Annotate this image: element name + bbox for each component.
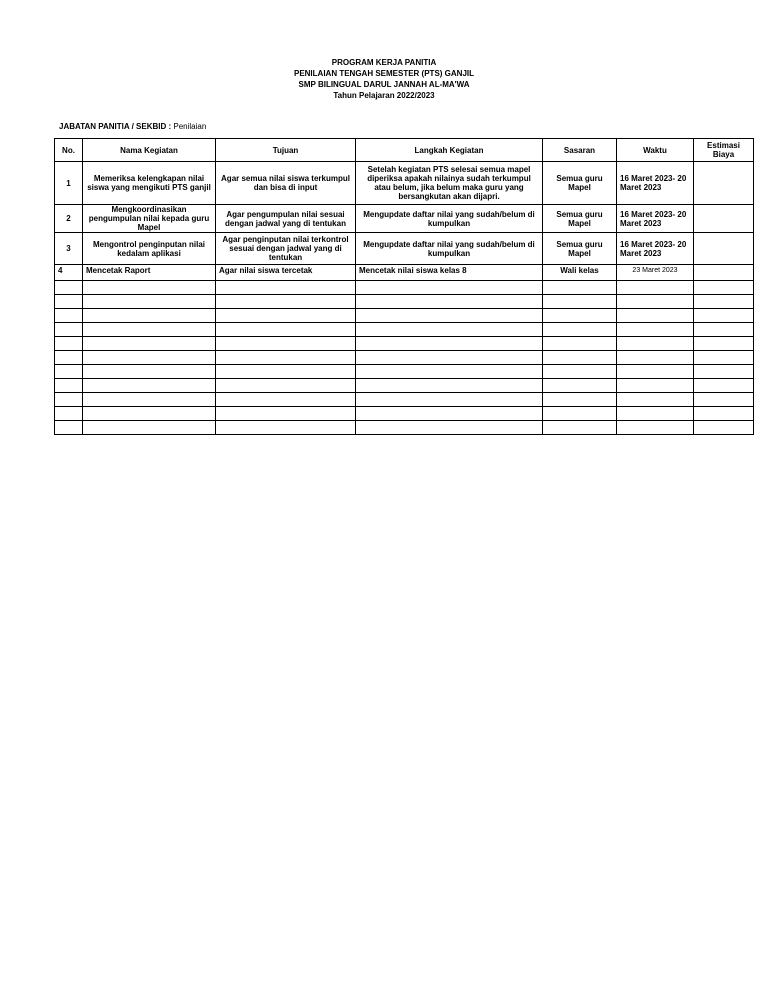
cell-no: 2 xyxy=(55,205,83,233)
empty-cell xyxy=(55,407,83,421)
empty-row xyxy=(55,421,754,435)
empty-cell xyxy=(356,323,543,337)
empty-cell xyxy=(356,281,543,295)
empty-cell xyxy=(617,393,694,407)
cell-langkah: Setelah kegiatan PTS selesai semua mapel diperiksa apakah nilainya sudah terkumpul atau belum, jika belum maka guru yang bersangkutan akan dijapri. xyxy=(356,162,543,205)
cell-no: 1 xyxy=(55,162,83,205)
document-header xyxy=(0,57,768,101)
cell-sasaran: Semua guru Mapel xyxy=(543,233,617,265)
empty-cell xyxy=(55,365,83,379)
cell-biaya xyxy=(694,265,754,281)
cell-nama: Mengontrol penginputan nilai kedalam aplikasi xyxy=(83,233,216,265)
empty-cell xyxy=(216,379,356,393)
cell-biaya xyxy=(694,162,754,205)
table-row xyxy=(55,205,754,233)
empty-cell xyxy=(694,407,754,421)
empty-cell xyxy=(617,295,694,309)
empty-cell xyxy=(55,281,83,295)
empty-cell xyxy=(356,379,543,393)
empty-cell xyxy=(694,281,754,295)
empty-cell xyxy=(694,337,754,351)
empty-cell xyxy=(83,393,216,407)
empty-cell xyxy=(543,407,617,421)
col-header-sasaran: Sasaran xyxy=(543,139,617,162)
empty-cell xyxy=(83,309,216,323)
empty-cell xyxy=(617,421,694,435)
cell-no: 4 xyxy=(55,265,83,281)
empty-cell xyxy=(617,281,694,295)
cell-tujuan: Agar semua nilai siswa terkumpul dan bisa di input xyxy=(216,162,356,205)
cell-biaya xyxy=(694,233,754,265)
empty-cell xyxy=(83,421,216,435)
empty-cell xyxy=(216,393,356,407)
empty-cell xyxy=(694,295,754,309)
empty-cell xyxy=(216,421,356,435)
empty-cell xyxy=(55,323,83,337)
empty-cell xyxy=(617,365,694,379)
col-header-langkah-kegiatan: Langkah Kegiatan xyxy=(356,139,543,162)
empty-cell xyxy=(55,337,83,351)
table-header-row xyxy=(55,139,754,162)
empty-cell xyxy=(356,295,543,309)
col-header-waktu: Waktu xyxy=(617,139,694,162)
empty-cell xyxy=(694,393,754,407)
empty-cell xyxy=(55,393,83,407)
empty-cell xyxy=(55,379,83,393)
empty-cell xyxy=(216,351,356,365)
empty-cell xyxy=(356,421,543,435)
empty-cell xyxy=(216,281,356,295)
cell-tujuan: Agar penginputan nilai terkontrol sesuai dengan jadwal yang di tentukan xyxy=(216,233,356,265)
cell-sasaran: Semua guru Mapel xyxy=(543,205,617,233)
col-header-no: No. xyxy=(55,139,83,162)
cell-tujuan: Agar nilai siswa tercetak xyxy=(216,265,356,281)
empty-cell xyxy=(694,309,754,323)
empty-cell xyxy=(83,379,216,393)
empty-cell xyxy=(617,323,694,337)
cell-tujuan: Agar pengumpulan nilai sesuai dengan jadwal yang di tentukan xyxy=(216,205,356,233)
empty-row xyxy=(55,393,754,407)
empty-cell xyxy=(694,379,754,393)
cell-no: 3 xyxy=(55,233,83,265)
empty-cell xyxy=(543,351,617,365)
empty-cell xyxy=(694,421,754,435)
col-header-estimasi-biaya: Estimasi Biaya xyxy=(694,139,754,162)
empty-row xyxy=(55,379,754,393)
jabatan-line xyxy=(59,122,206,131)
empty-cell xyxy=(617,351,694,365)
empty-cell xyxy=(216,295,356,309)
empty-cell xyxy=(216,323,356,337)
table-row xyxy=(55,265,754,281)
empty-cell xyxy=(694,365,754,379)
header-year: Tahun Pelajaran 2022/2023 xyxy=(333,91,435,100)
empty-cell xyxy=(356,365,543,379)
empty-cell xyxy=(83,295,216,309)
empty-cell xyxy=(55,295,83,309)
empty-cell xyxy=(617,407,694,421)
empty-cell xyxy=(617,337,694,351)
cell-biaya xyxy=(694,205,754,233)
empty-cell xyxy=(543,281,617,295)
cell-waktu: 16 Maret 2023- 20 Maret 2023 xyxy=(617,205,694,233)
work-program-table xyxy=(54,138,754,435)
cell-nama: Mencetak Raport xyxy=(83,265,216,281)
table-row xyxy=(55,162,754,205)
empty-cell xyxy=(617,379,694,393)
empty-cell xyxy=(356,337,543,351)
empty-cell xyxy=(543,379,617,393)
empty-cell xyxy=(83,407,216,421)
empty-row xyxy=(55,337,754,351)
empty-cell xyxy=(83,323,216,337)
header-title: PROGRAM KERJA PANITIA xyxy=(331,58,437,67)
empty-row xyxy=(55,323,754,337)
jabatan-label: JABATAN PANITIA / SEKBID : xyxy=(59,122,172,131)
empty-cell xyxy=(356,407,543,421)
empty-cell xyxy=(543,421,617,435)
empty-cell xyxy=(216,365,356,379)
empty-cell xyxy=(83,365,216,379)
header-school: SMP BILINGUAL DARUL JANNAH AL-MA'WA xyxy=(298,80,470,89)
empty-cell xyxy=(83,281,216,295)
empty-row xyxy=(55,309,754,323)
empty-cell xyxy=(543,337,617,351)
jabatan-value: Penilaian xyxy=(173,122,207,131)
empty-row xyxy=(55,281,754,295)
cell-langkah: Mengupdate daftar nilai yang sudah/belum di kumpulkan xyxy=(356,233,543,265)
empty-row xyxy=(55,295,754,309)
empty-row xyxy=(55,351,754,365)
empty-cell xyxy=(216,407,356,421)
empty-cell xyxy=(694,323,754,337)
empty-cell xyxy=(617,309,694,323)
cell-nama: Mengkoordinasikan pengumpulan nilai kepada guru Mapel xyxy=(83,205,216,233)
header-subtitle: PENILAIAN TENGAH SEMESTER (PTS) GANJIL xyxy=(293,69,474,78)
empty-cell xyxy=(694,351,754,365)
empty-cell xyxy=(55,309,83,323)
table-row xyxy=(55,233,754,265)
cell-waktu: 23 Maret 2023 xyxy=(617,265,694,281)
empty-cell xyxy=(356,393,543,407)
empty-cell xyxy=(55,351,83,365)
empty-cell xyxy=(543,309,617,323)
cell-waktu: 16 Maret 2023- 20 Maret 2023 xyxy=(617,162,694,205)
empty-cell xyxy=(543,393,617,407)
empty-cell xyxy=(216,309,356,323)
empty-cell xyxy=(55,421,83,435)
empty-row xyxy=(55,407,754,421)
cell-langkah: Mencetak nilai siswa kelas 8 xyxy=(356,265,543,281)
empty-cell xyxy=(356,351,543,365)
col-header-tujuan: Tujuan xyxy=(216,139,356,162)
empty-cell xyxy=(543,365,617,379)
empty-cell xyxy=(543,295,617,309)
empty-cell xyxy=(543,323,617,337)
cell-sasaran: Semua guru Mapel xyxy=(543,162,617,205)
cell-sasaran: Wali kelas xyxy=(543,265,617,281)
empty-cell xyxy=(356,309,543,323)
col-header-nama-kegiatan: Nama Kegiatan xyxy=(83,139,216,162)
cell-langkah: Mengupdate daftar nilai yang sudah/belum di kumpulkan xyxy=(356,205,543,233)
empty-row xyxy=(55,365,754,379)
empty-cell xyxy=(83,337,216,351)
cell-nama: Memeriksa kelengkapan nilai siswa yang mengikuti PTS ganjil xyxy=(83,162,216,205)
empty-cell xyxy=(83,351,216,365)
cell-waktu: 16 Maret 2023- 20 Maret 2023 xyxy=(617,233,694,265)
empty-cell xyxy=(216,337,356,351)
